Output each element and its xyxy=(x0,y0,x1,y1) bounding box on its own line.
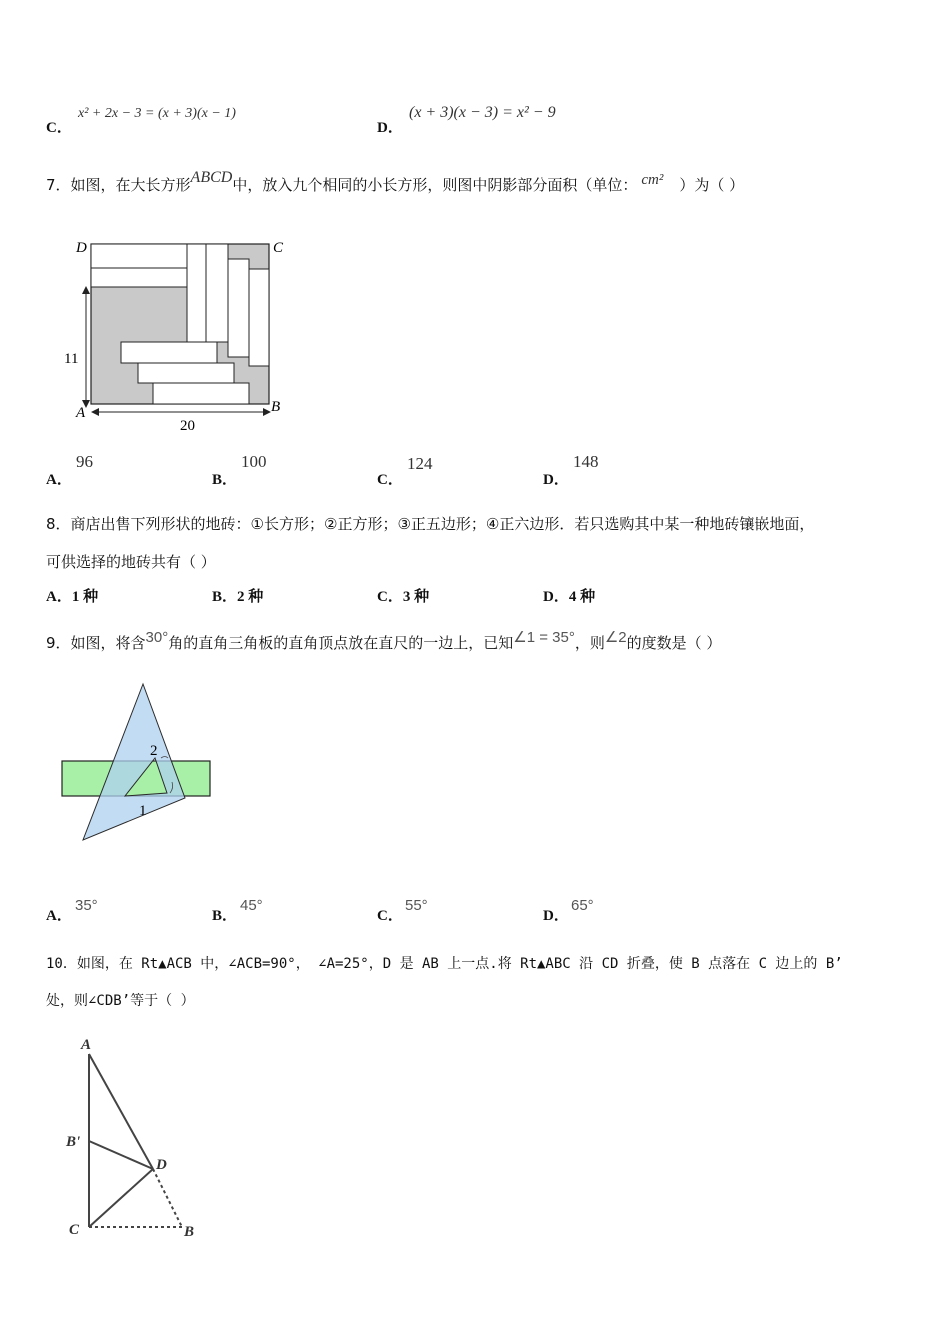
q7-option-b-label: B． xyxy=(212,472,238,488)
q7-option-c-label: C． xyxy=(377,472,403,488)
q9-option-a-label: A． xyxy=(46,908,72,924)
vertex-c-label: C xyxy=(69,1222,80,1238)
question-10-line-1: 10．如图，在 Rt▲ACB 中，∠ACB=90°， ∠A=25°，D 是 AB 上一点.将 Rt▲ABC 沿 CD 折叠，使 B 点落在 C 边上的 B’ xyxy=(46,956,843,972)
small-rect xyxy=(206,244,228,342)
q8-option-b-value: 2 种 xyxy=(237,589,264,605)
arrow-head-icon xyxy=(91,408,99,416)
small-rect xyxy=(249,269,269,366)
question-9-text-b: 角的直角三角板的直角顶点放在直尺的一边上，已知 xyxy=(168,634,514,652)
q9-option-b-value: 45° xyxy=(240,897,263,914)
small-rect xyxy=(228,259,249,357)
q8-option-a xyxy=(46,585,98,606)
question-9-text-c: ，则 xyxy=(574,634,605,652)
question-7-unit: cm² xyxy=(641,172,664,188)
q9-option-d-label: D． xyxy=(543,908,569,924)
arrow-head-icon xyxy=(82,286,90,294)
small-rect xyxy=(187,244,206,342)
segment-db-dashed xyxy=(153,1169,182,1227)
question-9-figure xyxy=(55,676,225,848)
option-c-label: C． xyxy=(46,120,72,136)
vertex-c-label: C xyxy=(273,240,284,256)
width-label: 20 xyxy=(180,418,195,434)
question-8-line-2: 可供选择的地砖共有（ ） xyxy=(46,553,216,571)
q9-option-c-value: 55° xyxy=(405,897,428,914)
vertex-a-label: A xyxy=(76,405,86,421)
q8-option-c-label: C． xyxy=(377,589,403,605)
vertex-b-label: B xyxy=(184,1224,195,1240)
question-10-line-2: 处，则∠CDB’等于（ ） xyxy=(46,993,195,1009)
option-d-expression: (x + 3)(x − 3) = x² − 9 xyxy=(409,104,556,121)
q8-option-d xyxy=(543,585,595,606)
q9-option-b-label: B． xyxy=(212,908,238,924)
option-c-expression: x² + 2x − 3 = (x + 3)(x − 1) xyxy=(78,106,236,121)
q9-option-d-value: 65° xyxy=(571,897,594,914)
question-9-text xyxy=(46,629,722,653)
question-9-angle2: ∠2 xyxy=(604,629,627,646)
question-9-text-a: 9．如图，将含 xyxy=(46,634,146,652)
vertex-b-prime-label: B' xyxy=(66,1134,81,1150)
question-7-figure xyxy=(60,236,300,436)
question-7-abcd: ABCD xyxy=(190,169,233,186)
segment-b-prime-d xyxy=(89,1141,153,1169)
angle-1-label: 1 xyxy=(139,803,147,819)
small-rect xyxy=(91,268,187,287)
question-9-30deg: 30° xyxy=(145,629,169,646)
small-rect xyxy=(91,244,187,268)
question-7-text-c: ）为（ ） xyxy=(679,176,745,194)
q8-option-b xyxy=(212,585,263,606)
arrow-head-icon xyxy=(263,408,271,416)
option-d-label: D． xyxy=(377,120,403,136)
q8-option-a-value: 1 种 xyxy=(71,589,99,605)
q9-option-c-label: C． xyxy=(377,908,403,924)
vertex-d-label: D xyxy=(156,1157,167,1173)
small-rect xyxy=(138,363,234,383)
height-label: 11 xyxy=(64,351,79,367)
q7-option-c-value: 124 xyxy=(407,454,433,473)
small-rect xyxy=(153,383,249,404)
q8-option-a-label: A． xyxy=(46,589,72,605)
q7-option-b-value: 100 xyxy=(241,452,267,471)
vertex-b-label: B xyxy=(271,399,281,415)
q7-option-a-label: A． xyxy=(46,472,72,488)
angle-2-label: 2 xyxy=(150,743,158,759)
q8-option-d-value: 4 种 xyxy=(568,589,596,605)
side-ad xyxy=(89,1054,153,1169)
fold-line-cd xyxy=(89,1169,153,1227)
q8-option-c-value: 3 种 xyxy=(402,589,430,605)
vertex-a-label: A xyxy=(81,1037,92,1053)
q7-option-a-value: 96 xyxy=(76,452,93,471)
q8-option-b-label: B． xyxy=(212,589,238,605)
question-9-angle1: ∠1 = 35° xyxy=(513,629,575,646)
q9-option-a-value: 35° xyxy=(75,897,98,914)
q7-option-d-value: 148 xyxy=(573,452,599,471)
question-7-text-a: 7．如图，在大长方形 xyxy=(46,176,191,194)
question-7-text-b: 中，放入九个相同的小长方形，则图中阴影部分面积（单位： xyxy=(232,176,638,194)
small-rect xyxy=(121,342,217,363)
q7-option-d-label: D． xyxy=(543,472,569,488)
question-10-figure xyxy=(60,1030,220,1245)
q8-option-d-label: D． xyxy=(543,589,569,605)
question-9-text-d: 的度数是（ ） xyxy=(626,634,722,652)
question-7-text xyxy=(46,169,745,195)
q8-option-c xyxy=(377,585,429,606)
vertex-d-label: D xyxy=(76,240,87,256)
question-8-line-1: 8．商店出售下列形状的地砖：①长方形；②正方形；③正五边形；④正六边形．若只选购其中某一种地砖镶嵌地面， xyxy=(46,515,815,533)
